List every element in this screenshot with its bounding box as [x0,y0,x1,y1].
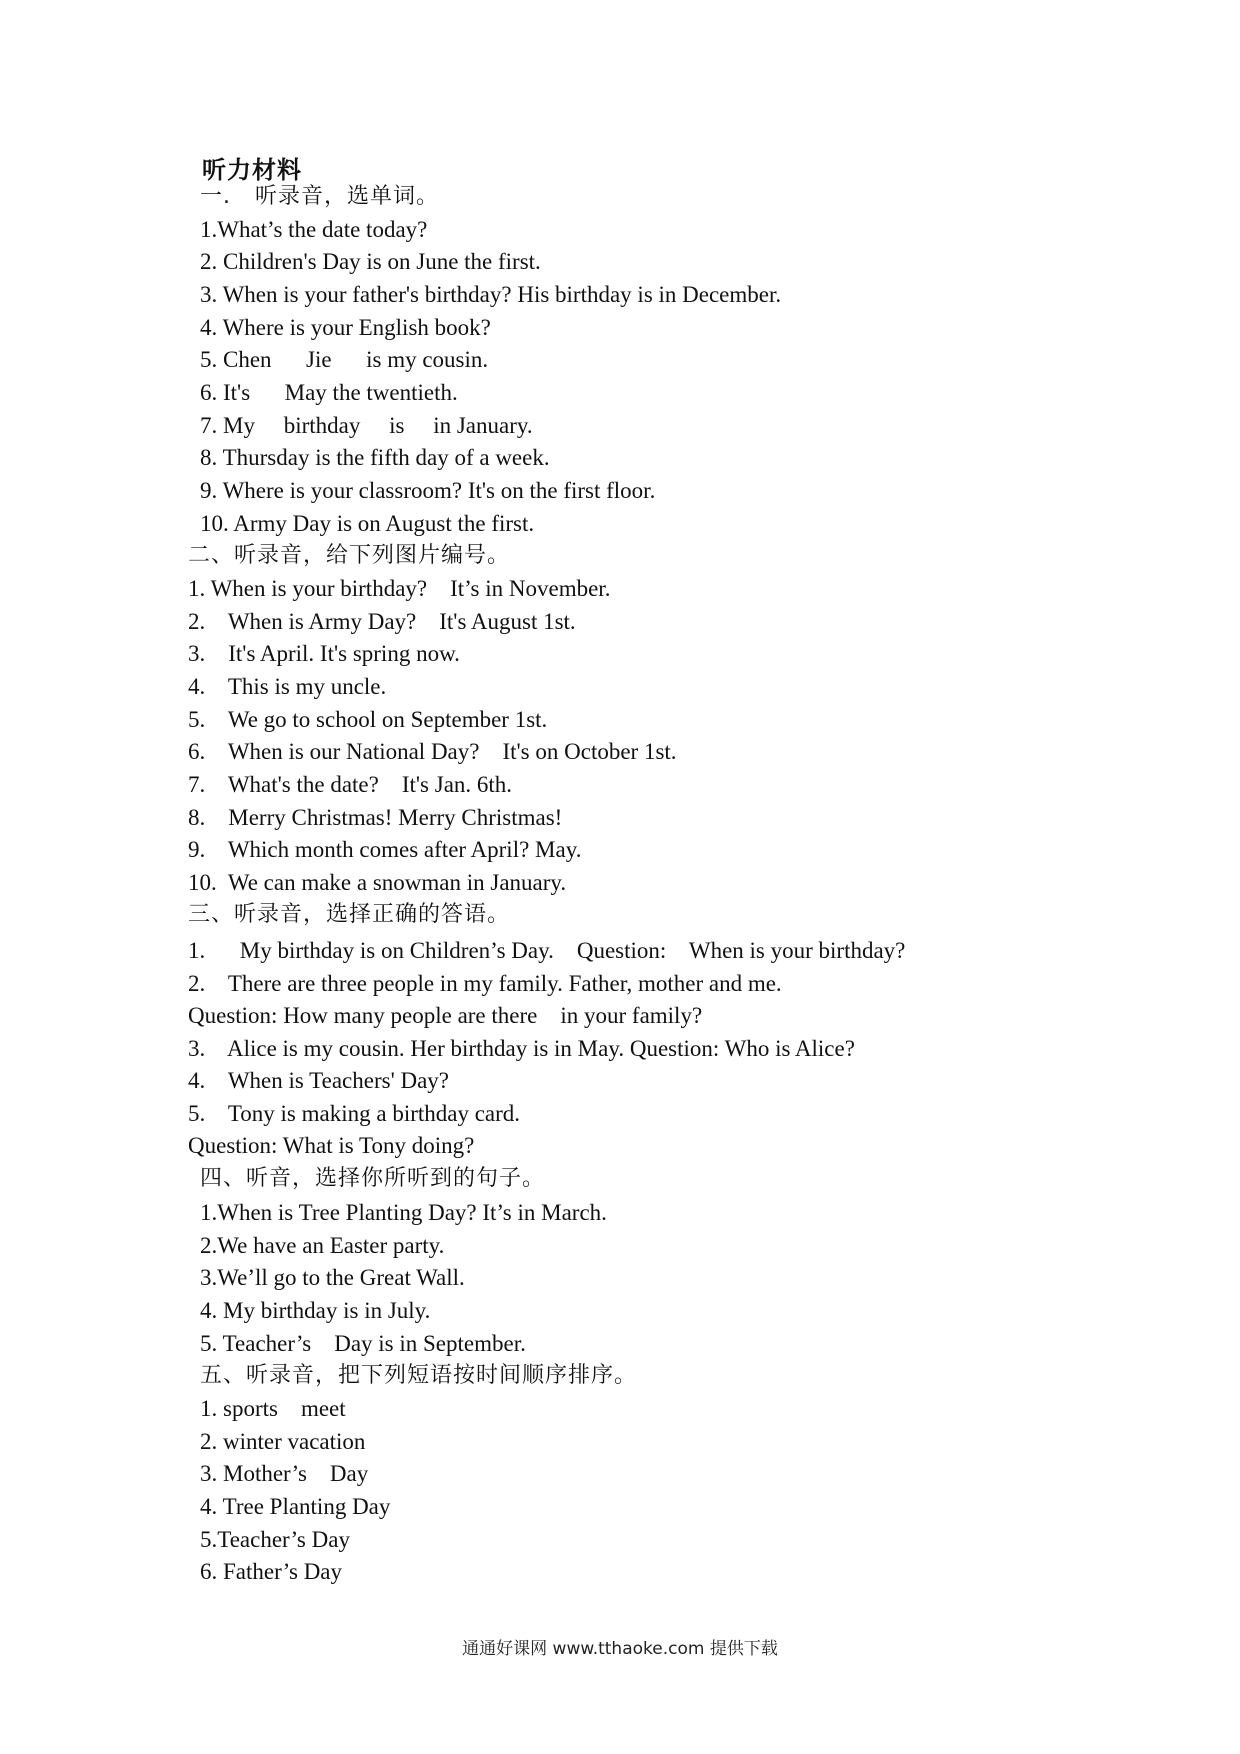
text-line: 5. Tony is making a birthday card. [188,1101,521,1126]
text-line: 6. Father’s Day [200,1559,343,1584]
text-line: 5. Teacher’s Day is in September. [200,1331,526,1356]
text-line: 8. Thursday is the fifth day of a week. [200,445,550,470]
section-heading: 四、听音，选择你所听到的句子。 [200,1166,546,1191]
text-line: 2. When is Army Day? It's August 1st. [188,609,576,634]
text-line: 9. Where is your classroom? It's on the first floor. [200,478,656,503]
text-line: 1.When is Tree Planting Day? It’s in March. [200,1200,607,1225]
text-line: 2. Children's Day is on June the first. [200,249,541,274]
text-line: Question: How many people are there in your family? [188,1003,703,1028]
text-line: 9. Which month comes after April? May. [188,837,582,862]
text-line: 1.What’s the date today? [200,217,428,242]
text-line: 1. When is your birthday? It’s in November. [188,576,611,601]
text-line: 2. There are three people in my family. Father, mother and me. [188,971,782,996]
section-heading: 三、听录音，选择正确的答语。 [188,902,511,927]
text-line: 7. My birthday is in January. [200,413,533,438]
text-line: 10. Army Day is on August the first. [200,511,535,536]
text-line: 1. My birthday is on Children’s Day. Question: When is your birthday? [188,938,906,963]
text-line: 10. We can make a snowman in January. [188,870,567,895]
text-line: 5. Chen Jie is my cousin. [200,347,489,372]
text-line: 2. winter vacation [200,1429,366,1454]
text-line: 6. It's May the twentieth. [200,380,458,405]
text-line: Question: What is Tony doing? [188,1133,475,1158]
text-line: 6. When is our National Day? It's on October 1st. [188,739,677,764]
text-line: 8. Merry Christmas! Merry Christmas! [188,805,563,830]
text-line: 4. Tree Planting Day [200,1494,391,1519]
text-line: 4. When is Teachers' Day? [188,1068,449,1093]
text-line: 2.We have an Easter party. [200,1233,445,1258]
text-line: 5. We go to school on September 1st. [188,707,548,732]
text-line: 1. sports meet [200,1396,346,1421]
text-line: 5.Teacher’s Day [200,1527,350,1552]
section-heading: 二、听录音，给下列图片编号。 [188,543,511,568]
page-footer: 通通好课网 www.tthaoke.com 提供下载 [462,1639,778,1659]
page-title: 听力材料 [202,156,302,184]
text-line: 4. This is my uncle. [188,674,387,699]
text-line: 3.We’ll go to the Great Wall. [200,1265,465,1290]
text-line: 3. Alice is my cousin. Her birthday is in May. Question: Who is Alice? [188,1036,855,1061]
section-heading: 五、听录音，把下列短语按时间顺序排序。 [200,1363,638,1388]
section-heading: 一. 听录音，选单词。 [200,184,439,209]
text-line: 7. What's the date? It's Jan. 6th. [188,772,513,797]
text-line: 3. When is your father's birthday? His birthday is in December. [200,282,782,307]
text-line: 3. It's April. It's spring now. [188,641,460,666]
text-line: 4. My birthday is in July. [200,1298,431,1323]
text-line: 4. Where is your English book? [200,315,491,340]
text-line: 3. Mother’s Day [200,1461,369,1486]
